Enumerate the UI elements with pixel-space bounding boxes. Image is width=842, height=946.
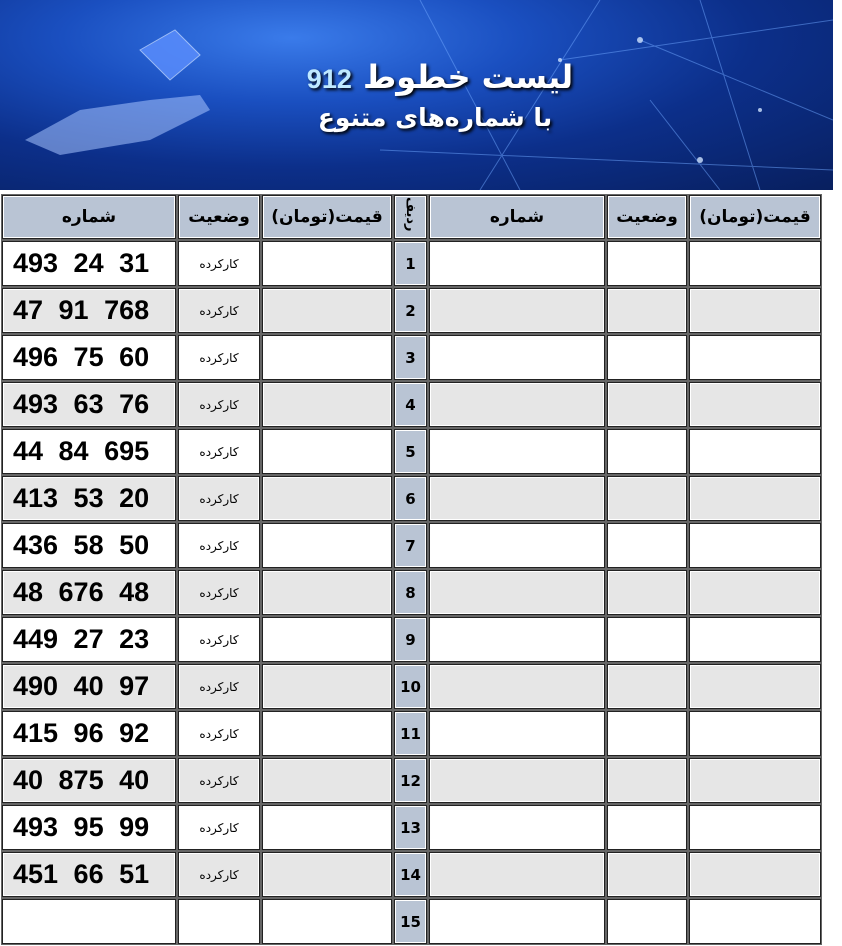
phone-number-2 [429, 476, 605, 521]
status-cell: کارکرده [178, 476, 260, 521]
price-cell [262, 570, 392, 615]
phone-number: 436 58 50 [2, 523, 176, 568]
phone-number-2 [429, 241, 605, 286]
price-cell-2 [689, 899, 821, 944]
table-row [2, 758, 821, 803]
price-cell [262, 758, 392, 803]
header-number: شماره [2, 195, 176, 239]
table-header [2, 195, 821, 239]
price-cell-2 [689, 241, 821, 286]
phone-number: 47 91 768 [2, 288, 176, 333]
price-cell-2 [689, 288, 821, 333]
table-row [2, 852, 821, 897]
header-price-2: قیمت(تومان) [689, 195, 821, 239]
status-cell: کارکرده [178, 382, 260, 427]
price-cell [262, 335, 392, 380]
table-row [2, 570, 821, 615]
table-row [2, 335, 821, 380]
row-index: 11 [394, 711, 427, 756]
phone-number-2 [429, 335, 605, 380]
price-cell-2 [689, 570, 821, 615]
status-cell: کارکرده [178, 570, 260, 615]
status-cell-2 [607, 711, 687, 756]
status-cell: کارکرده [178, 852, 260, 897]
phone-number-2 [429, 711, 605, 756]
price-cell-2 [689, 382, 821, 427]
header-price: قیمت(تومان) [262, 195, 392, 239]
phone-number: 449 27 23 [2, 617, 176, 662]
phone-number: 48 676 48 [2, 570, 176, 615]
price-cell-2 [689, 523, 821, 568]
table-row [2, 899, 821, 944]
header-row: ردیف [394, 195, 427, 239]
row-index: 2 [394, 288, 427, 333]
table-row [2, 711, 821, 756]
phone-number-2 [429, 805, 605, 850]
status-cell: کارکرده [178, 758, 260, 803]
status-cell: کارکرده [178, 523, 260, 568]
phone-number-2 [429, 617, 605, 662]
phone-number: 415 96 92 [2, 711, 176, 756]
status-cell-2 [607, 288, 687, 333]
price-cell-2 [689, 805, 821, 850]
status-cell-2 [607, 805, 687, 850]
phone-number-2 [429, 523, 605, 568]
row-index: 10 [394, 664, 427, 709]
phone-number-2 [429, 288, 605, 333]
status-cell-2 [607, 758, 687, 803]
row-index: 6 [394, 476, 427, 521]
phone-number-2 [429, 758, 605, 803]
status-cell-2 [607, 335, 687, 380]
row-index: 15 [394, 899, 427, 944]
status-cell-2 [607, 382, 687, 427]
price-cell-2 [689, 476, 821, 521]
phone-number-2 [429, 899, 605, 944]
phone-number-2 [429, 664, 605, 709]
phone-number: 496 75 60 [2, 335, 176, 380]
status-cell-2 [607, 617, 687, 662]
price-cell [262, 805, 392, 850]
phone-number: 490 40 97 [2, 664, 176, 709]
phone-number: 493 63 76 [2, 382, 176, 427]
phone-lines-table [0, 193, 823, 946]
status-cell-2 [607, 852, 687, 897]
price-cell-2 [689, 852, 821, 897]
banner-title: لیست خطوط 912 [306, 58, 574, 96]
row-index: 1 [394, 241, 427, 286]
price-cell-2 [689, 617, 821, 662]
phone-number: 413 53 20 [2, 476, 176, 521]
price-cell [262, 288, 392, 333]
table-row [2, 288, 821, 333]
status-cell [178, 899, 260, 944]
phone-number: 40 875 40 [2, 758, 176, 803]
price-cell [262, 617, 392, 662]
status-cell: کارکرده [178, 288, 260, 333]
price-cell-2 [689, 664, 821, 709]
row-index: 7 [394, 523, 427, 568]
row-index: 8 [394, 570, 427, 615]
price-cell [262, 429, 392, 474]
row-index: 4 [394, 382, 427, 427]
phone-number-2 [429, 429, 605, 474]
status-cell-2 [607, 476, 687, 521]
price-cell [262, 664, 392, 709]
status-cell-2 [607, 523, 687, 568]
price-cell [262, 523, 392, 568]
phone-number [2, 899, 176, 944]
status-cell: کارکرده [178, 711, 260, 756]
row-index: 5 [394, 429, 427, 474]
row-index: 13 [394, 805, 427, 850]
phone-number-2 [429, 570, 605, 615]
phone-number-2 [429, 382, 605, 427]
banner-subtitle: با شماره‌های متنوع [317, 103, 553, 132]
phone-number: 493 95 99 [2, 805, 176, 850]
status-cell: کارکرده [178, 664, 260, 709]
table-row [2, 429, 821, 474]
row-index: 9 [394, 617, 427, 662]
price-cell [262, 852, 392, 897]
status-cell-2 [607, 899, 687, 944]
price-cell-2 [689, 758, 821, 803]
phone-number-2 [429, 852, 605, 897]
table-row [2, 805, 821, 850]
status-cell-2 [607, 241, 687, 286]
header-status-2: وضعیت [607, 195, 687, 239]
status-cell: کارکرده [178, 805, 260, 850]
table-row [2, 617, 821, 662]
row-index: 14 [394, 852, 427, 897]
price-cell-2 [689, 711, 821, 756]
price-cell [262, 476, 392, 521]
price-cell-2 [689, 429, 821, 474]
table-row [2, 241, 821, 286]
phone-number: 44 84 695 [2, 429, 176, 474]
header-status: وضعیت [178, 195, 260, 239]
price-cell-2 [689, 335, 821, 380]
table-row [2, 382, 821, 427]
status-cell-2 [607, 429, 687, 474]
status-cell: کارکرده [178, 617, 260, 662]
status-cell: کارکرده [178, 429, 260, 474]
price-cell [262, 382, 392, 427]
phone-number: 451 66 51 [2, 852, 176, 897]
table-row [2, 664, 821, 709]
phone-number: 493 24 31 [2, 241, 176, 286]
header-number-2: شماره [429, 195, 605, 239]
price-cell [262, 899, 392, 944]
price-cell [262, 241, 392, 286]
price-cell [262, 711, 392, 756]
status-cell: کارکرده [178, 335, 260, 380]
status-cell: کارکرده [178, 241, 260, 286]
status-cell-2 [607, 570, 687, 615]
header-banner [0, 0, 833, 190]
table-row [2, 476, 821, 521]
row-index: 3 [394, 335, 427, 380]
table-row [2, 523, 821, 568]
row-index: 12 [394, 758, 427, 803]
status-cell-2 [607, 664, 687, 709]
